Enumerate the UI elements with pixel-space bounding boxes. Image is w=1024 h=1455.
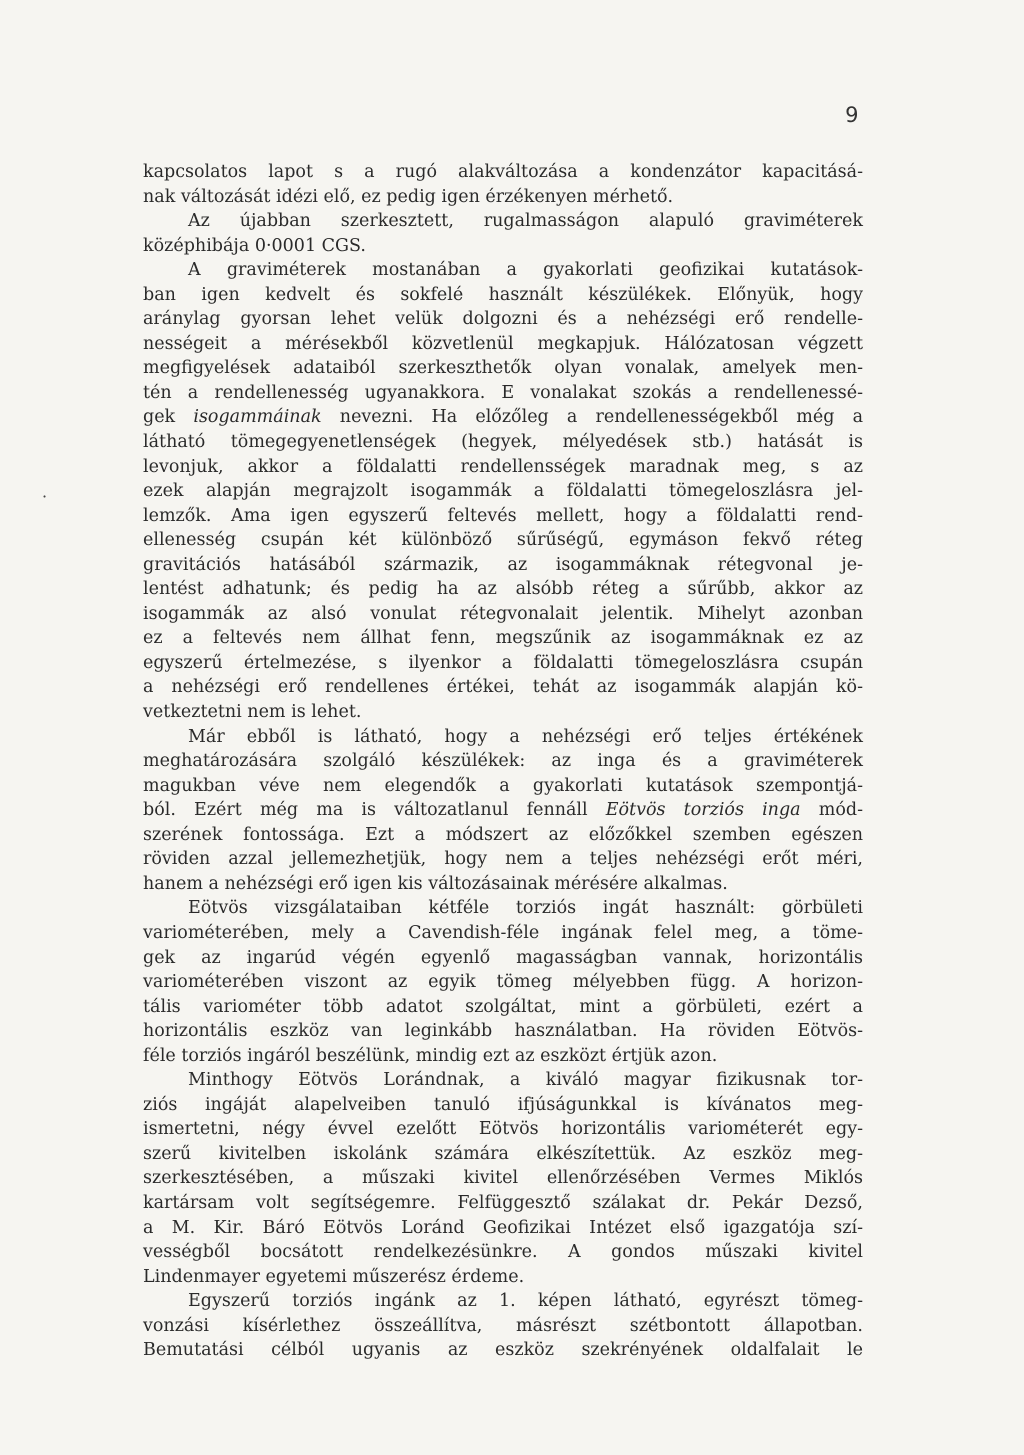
text-line: magukban véve nem elegendők a gyakorlati kutatások szempontjá- (143, 775, 863, 796)
text-line: szerkesztésében, a műszaki kivitel ellenőrzésében Vermes Miklós (143, 1168, 863, 1189)
text-line: nességeit a mérésekből közvetlenül megkapjuk. Hálózatosan végzett (143, 333, 863, 354)
text-line: hanem a nehézségi erő igen kis változásainak mérésére alkalmas. (143, 873, 728, 894)
text-line: lentést adhatunk; és pedig ha az alsóbb réteg a sűrűbb, akkor az (143, 579, 863, 600)
text-line: Minthogy Eötvös Lorándnak, a kiváló magyar fizikusnak tor- (188, 1070, 863, 1091)
text-line: Már ebből is látható, hogy a nehézségi erő teljes értékének (188, 726, 863, 747)
text-line: levonjuk, akkor a földalatti rendellensségek maradnak meg, s az (143, 456, 863, 477)
text-line: gek az ingarúd végén egyenlő magasságban vannak, horizontális (143, 947, 863, 968)
body-text (143, 160, 863, 1363)
text-line (143, 798, 863, 823)
text-line: tális variométer több adatot szolgáltat, mint a görbületi, ezért a (143, 996, 863, 1017)
text-line: Egyszerű torziós ingánk az 1. képen látható, egyrészt tömeg- (188, 1291, 863, 1312)
margin-mark: · (42, 487, 48, 506)
text-line: kartársam volt segítségemre. Felfüggesztő szálakat dr. Pekár Dezső, (143, 1192, 863, 1213)
text-line: variométerében, mely a Cavendish-féle ingának felel meg, a töme- (143, 922, 863, 943)
italic-term: isogammáinak (193, 407, 322, 428)
text-line: meghatározására szolgáló készülékek: az inga és a graviméterek (143, 751, 863, 772)
text-line: nak változását idézi elő, ez pedig igen érzékenyen mérhető. (143, 186, 674, 207)
text-line: Eötvös vizsgálataiban kétféle torziós ingát használt: görbületi (188, 898, 863, 919)
italic-term: Eötvös torziós inga (605, 800, 801, 821)
text-line: a nehézségi erő rendellenes értékei, tehát az isogammák alapján kö- (143, 677, 863, 698)
text-segment: gek (143, 407, 194, 428)
text-line: a M. Kir. Báró Eötvös Loránd Geofizikai Intézet első igazgatója szí- (143, 1217, 863, 1238)
text-line: tén a rendellenesség ugyanakkora. E vonalakat szokás a rendellenessé- (143, 382, 863, 403)
text-line: ziós ingáját alapelveiben tanuló ifjúságunkkal is kívánatos meg- (143, 1094, 863, 1115)
text-line: gravitációs hatásából származik, az isogammáknak rétegvonal je- (143, 554, 863, 575)
text-line: Az újabban szerkesztett, rugalmasságon alapuló graviméterek (188, 211, 863, 232)
text-line: ellenesség csupán két különböző sűrűségű, egymáson fekvő réteg (143, 530, 863, 551)
text-line: egyszerű értelmezése, s ilyenkor a földalatti tömegeloszlásra csupán (143, 652, 863, 673)
text-line: röviden azzal jellemezhetjük, hogy nem a teljes nehézségi erőt méri, (143, 849, 863, 870)
text-line: ez a feltevés nem állhat fenn, megszűnik az isogammáknak ez az (143, 628, 863, 649)
text-line: aránylag gyorsan lehet velük dolgozni és a nehézségi erő rendelle- (143, 309, 863, 330)
text-line: látható tömegegyenetlenségek (hegyek, mélyedések stb.) hatását is (143, 432, 863, 453)
text-line: lemzők. Ama igen egyszerű feltevés mellett, hogy a földalatti rend- (143, 505, 863, 526)
text-line: ban igen kedvelt és sokfelé használt készülékek. Előnyük, hogy (143, 284, 863, 305)
text-line: féle torziós ingáról beszélünk, mindig ezt az eszközt értjük azon. (143, 1045, 718, 1066)
page-number: 9 (845, 103, 859, 127)
text-line: vonzási kísérlethez összeállítva, másrészt szétbontott állapotban. (143, 1315, 863, 1336)
text-line: megfigyelések adataiból szerkeszthetők olyan vonalak, amelyek men- (143, 358, 863, 379)
text-segment: ból. Ezért még ma is változatlanul fennáll (143, 800, 606, 821)
text-segment: nevezni. Ha előzőleg a rendellenességekből még a (321, 407, 863, 428)
text-line: isogammák az alsó vonulat rétegvonalait jelentik. Mihelyt azonban (143, 603, 863, 624)
text-line: szerének fontossága. Ezt a módszert az előzőkkel szemben egészen (143, 824, 863, 845)
text-segment: mód- (800, 800, 863, 821)
text-line: vetkeztetni nem is lehet. (143, 702, 362, 723)
text-line: kapcsolatos lapot s a rugó alakváltozása a kondenzátor kapacitásá- (143, 162, 863, 182)
text-line: szerű kivitelben iskolánk számára elkészítettük. Az eszköz meg- (143, 1143, 863, 1164)
text-line (143, 405, 863, 430)
text-line: Lindenmayer egyetemi műszerész érdeme. (143, 1266, 525, 1287)
text-line: vességből bocsátott rendelkezésünkre. A gondos műszaki kivitel (143, 1242, 863, 1263)
text-line: ismertetni, négy évvel ezelőtt Eötvös horizontális variométerét egy- (143, 1119, 863, 1140)
text-line: horizontális eszköz van leginkább használatban. Ha röviden Eötvös- (143, 1021, 863, 1042)
text-line: ezek alapján megrajzolt isogammák a földalatti tömegeloszlásra jel- (143, 481, 863, 502)
text-line: variométerében viszont az egyik tömeg mélyebben függ. A horizon- (143, 972, 863, 993)
text-line: Bemutatási célból ugyanis az eszköz szekrényének oldalfalait le (143, 1340, 863, 1361)
text-line: A graviméterek mostanában a gyakorlati geofizikai kutatások- (188, 260, 863, 281)
text-line: középhibája 0·0001 CGS. (143, 235, 366, 256)
